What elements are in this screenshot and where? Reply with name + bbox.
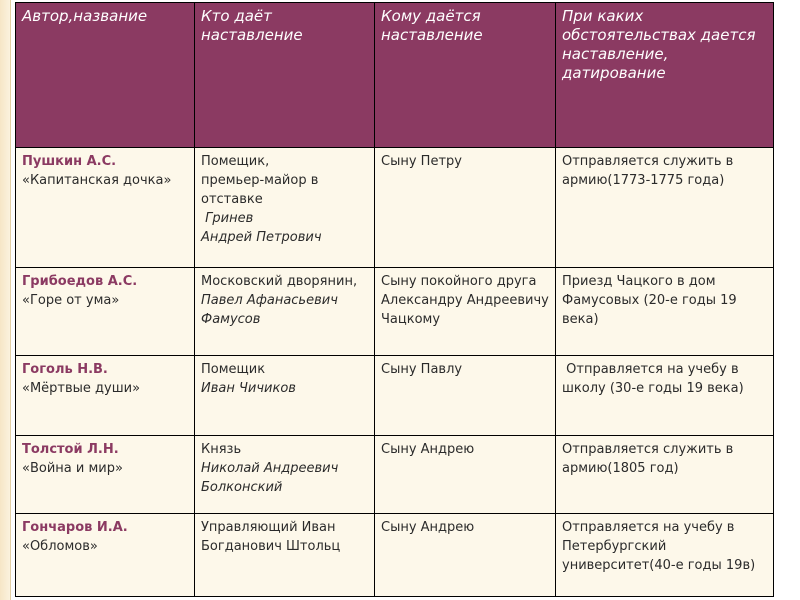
- giver-name-line: Гринев: [201, 211, 254, 226]
- author-name: Толстой Л.Н.: [22, 442, 119, 457]
- work-title: «Горе от ума»: [22, 293, 120, 308]
- recipient-cell: Сыну Петру: [375, 148, 556, 268]
- giver-line: Помещик: [201, 362, 266, 377]
- recipient-cell: Сыну Павлу: [375, 356, 556, 436]
- table-row: [16, 148, 774, 268]
- author-cell: [16, 436, 195, 514]
- circumstances-cell: Приезд Чацкого в дом Фамусовых (20-е годы 19 века): [556, 268, 774, 356]
- giver-cell: [195, 436, 375, 514]
- giver-line: премьер-майор в отставке: [201, 173, 319, 207]
- giver-name-line: Иван Чичиков: [201, 381, 296, 396]
- header-author-title: Автор,название: [16, 3, 195, 148]
- author-cell: [16, 148, 195, 268]
- table-row: [16, 514, 774, 597]
- author-cell: [16, 356, 195, 436]
- recipient-cell: Сыну покойного друга Александру Андреевичу Чацкому: [375, 268, 556, 356]
- instructions-table: [15, 2, 774, 597]
- circumstances-cell: Отправляется служить в армию(1805 год): [556, 436, 774, 514]
- author-name: Пушкин А.С.: [22, 154, 117, 169]
- author-name: Гоголь Н.В.: [22, 362, 108, 377]
- recipient-cell: Сыну Андрею: [375, 436, 556, 514]
- giver-cell: [195, 148, 375, 268]
- header-recipient: Кому даётся наставление: [375, 3, 556, 148]
- slide-left-strip: [0, 0, 10, 600]
- author-cell: [16, 268, 195, 356]
- circumstances-cell: Отправляется служить в армию(1773-1775 года): [556, 148, 774, 268]
- table-row: [16, 436, 774, 514]
- work-title: «Капитанская дочка»: [22, 173, 172, 188]
- work-title: «Война и мир»: [22, 461, 123, 476]
- giver-line: Помещик,: [201, 154, 270, 169]
- header-row: [16, 3, 774, 148]
- circumstances-cell: Отправляется на учебу в школу (30-е годы 19 века): [556, 356, 774, 436]
- author-name: Грибоедов А.С.: [22, 274, 138, 289]
- giver-text: Московский дворянин,: [201, 274, 362, 289]
- work-title: «Обломов»: [22, 539, 98, 554]
- author-name: Гончаров И.А.: [22, 520, 128, 535]
- giver-name-line: Андрей Петрович: [201, 230, 322, 245]
- giver-name-line: Николай Андреевич Болконский: [201, 461, 339, 495]
- work-title: «Мёртвые души»: [22, 381, 141, 396]
- header-giver: Кто даёт наставление: [195, 3, 375, 148]
- table-row: [16, 356, 774, 436]
- slide-divider-line: [10, 0, 11, 600]
- circumstances-cell: Отправляется на учебу в Петербургский университет(40-е годы 19в): [556, 514, 774, 597]
- table-row: [16, 268, 774, 356]
- giver-cell: [195, 268, 375, 356]
- header-circumstances: При каких обстоятельствах дается наставление, датирование: [556, 3, 774, 148]
- giver-cell: [195, 356, 375, 436]
- author-cell: [16, 514, 195, 597]
- recipient-cell: Сыну Андрею: [375, 514, 556, 597]
- giver-name: Павел Афанасьевич Фамусов: [201, 293, 338, 327]
- giver-cell: Управляющий Иван Богданович Штольц: [195, 514, 375, 597]
- giver-line: Князь: [201, 442, 242, 457]
